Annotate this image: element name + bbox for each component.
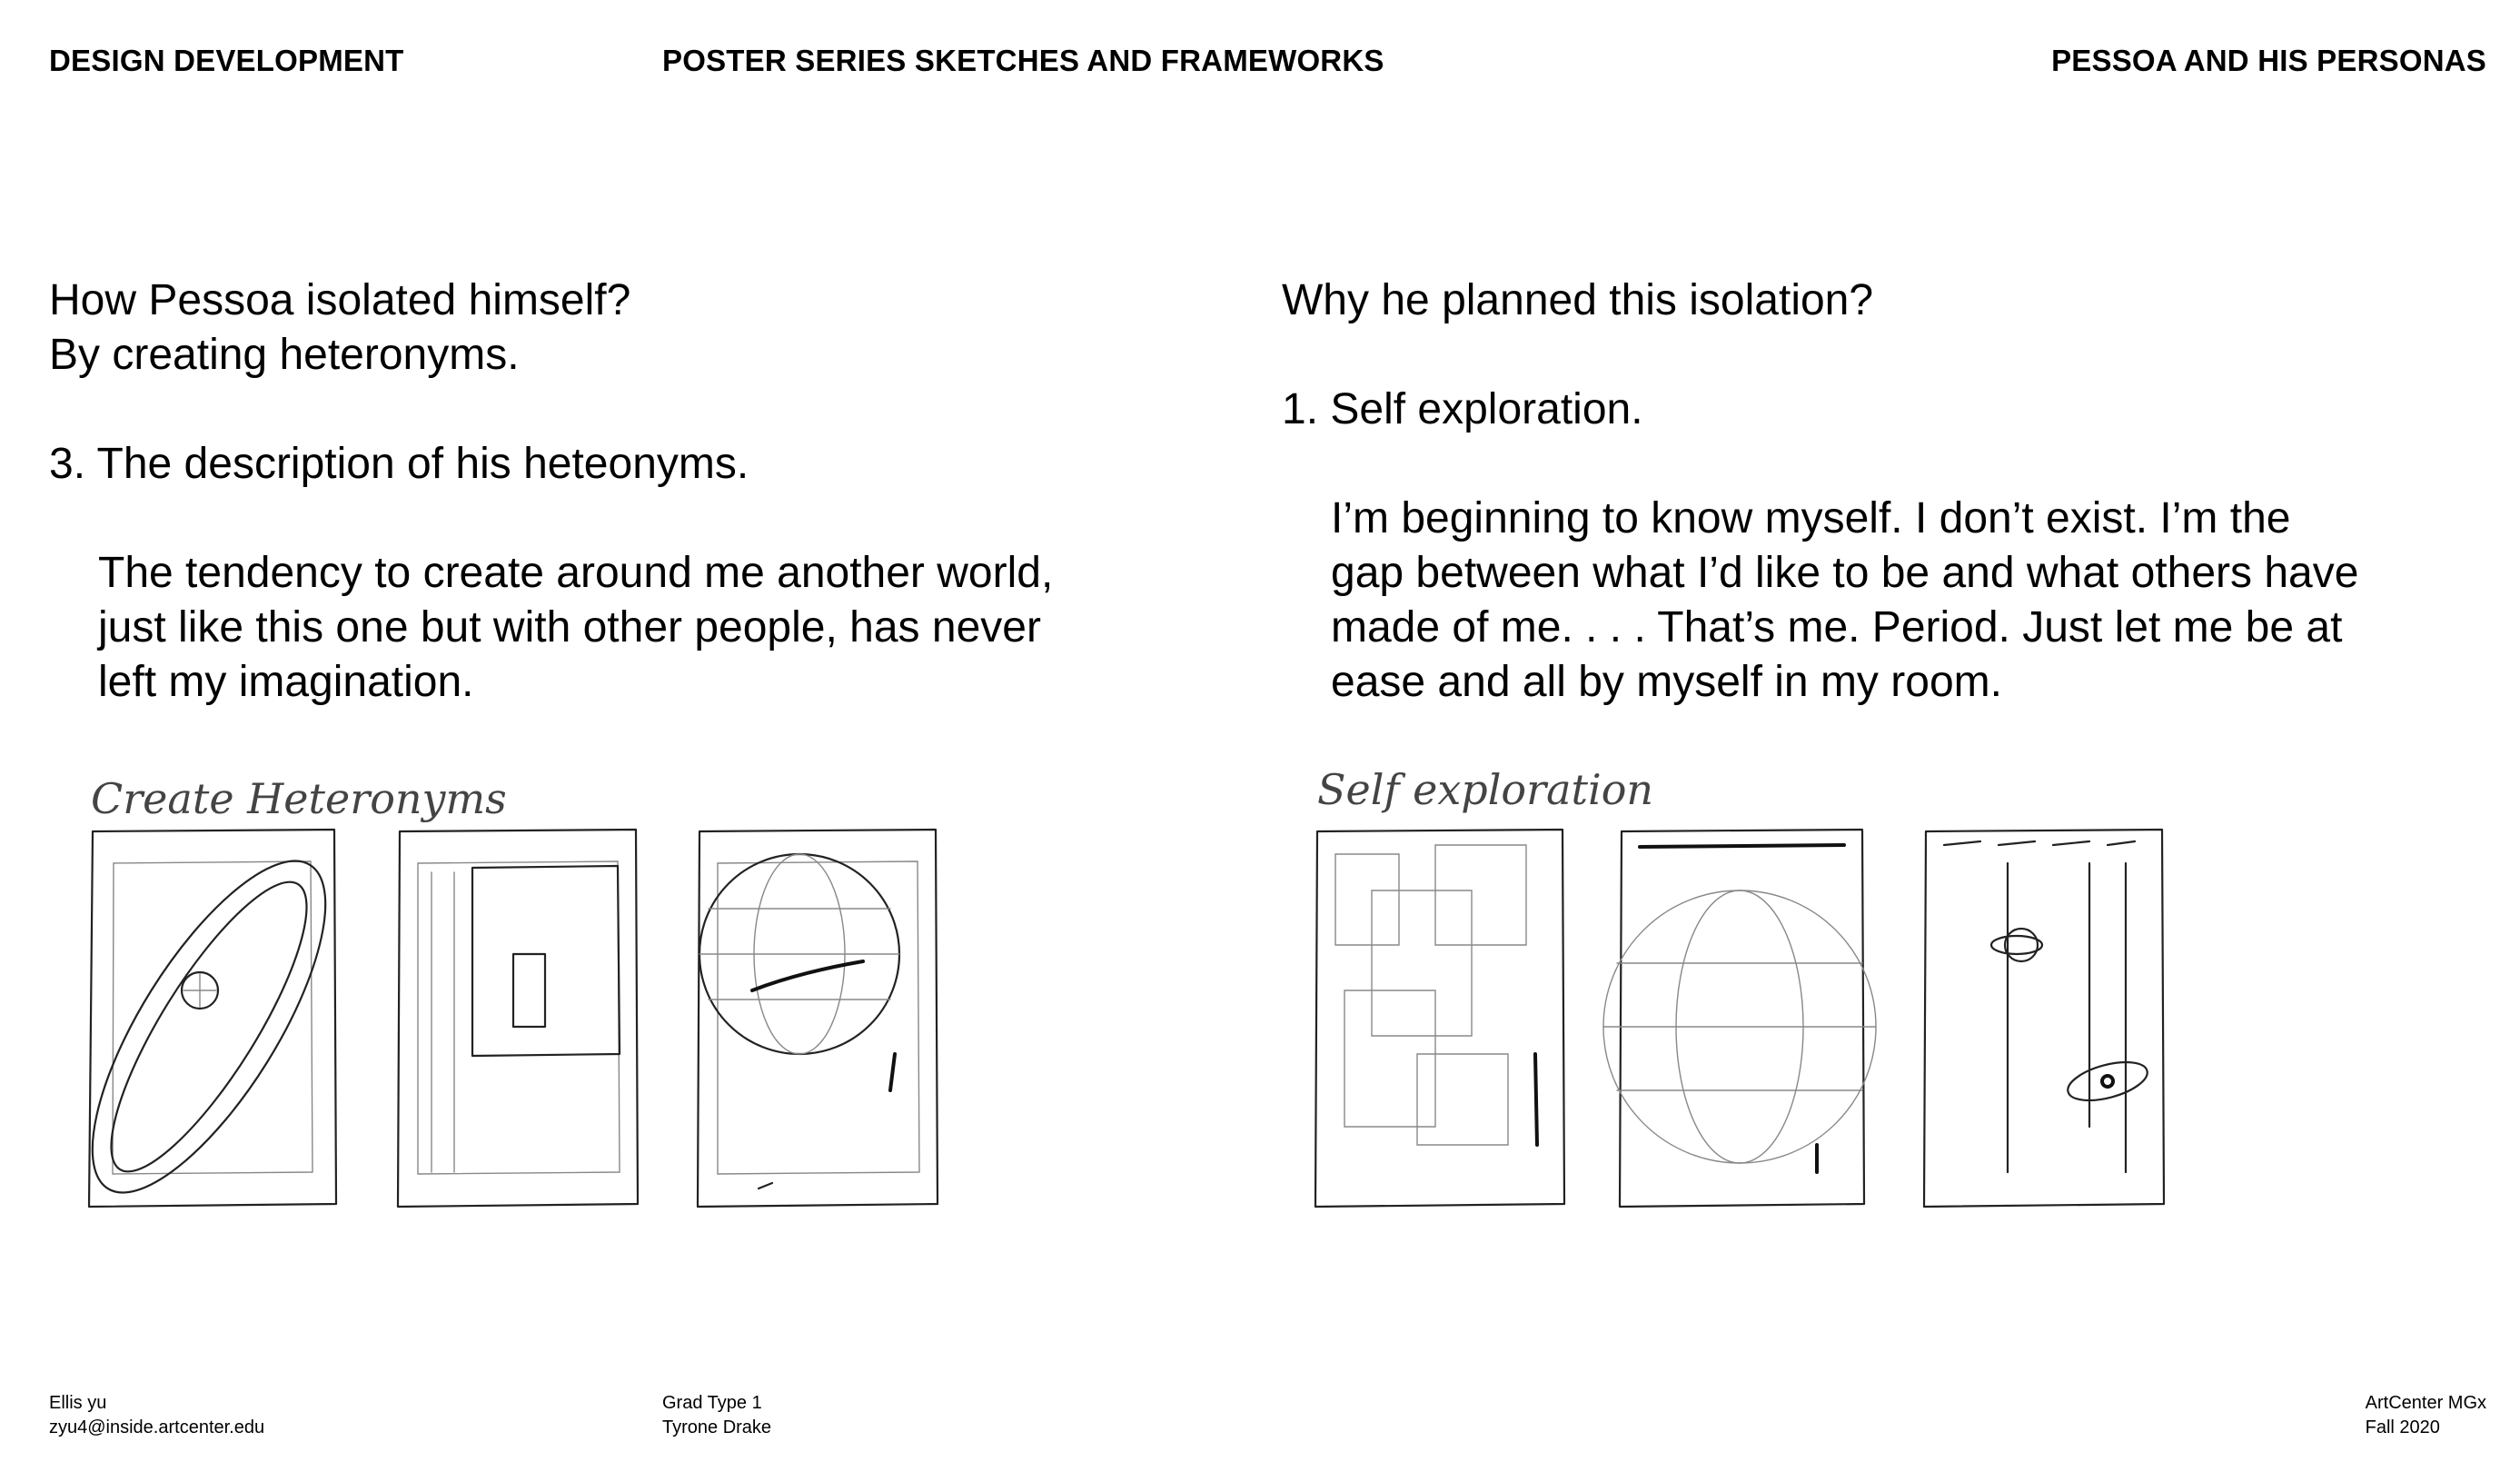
self-exploration-sketches (1290, 763, 2198, 1236)
left-quote-line: just like this one but with other people, has never (98, 603, 1041, 651)
right-quote-line: gap between what I’d like to be and what others have (1331, 549, 2359, 597)
footer-term: Fall 2020 (2365, 1417, 2440, 1437)
left-quote (49, 546, 1212, 710)
footer-author-email: zyu4@inside.artcenter.edu (49, 1417, 265, 1437)
sketch-frame-planets (1924, 830, 2164, 1207)
footer-school-name: ArtCenter MGx (2365, 1393, 2486, 1413)
footer-author-name: Ellis yu (49, 1393, 107, 1413)
footer-school (2366, 1391, 2486, 1440)
right-text-column (1282, 274, 2490, 710)
create-heteronyms-sketches (73, 763, 981, 1236)
right-quote-line: I’m beginning to know myself. I don’t exist. I’m the (1331, 494, 2291, 542)
right-point-heading: 1. Self exploration. (1282, 385, 1643, 433)
left-quote-line: The tendency to create around me another world, (98, 549, 1054, 597)
sketch-frame-bar-globe (1603, 830, 1876, 1207)
sketch-label-create-heteronyms: Create Heteronyms (91, 774, 507, 823)
footer-author (49, 1391, 264, 1440)
footer-course (662, 1391, 771, 1440)
sketch-frame-rectangles (398, 830, 638, 1207)
sketch-frame-ring (73, 829, 368, 1225)
footer-course-name: Grad Type 1 (662, 1393, 762, 1413)
header-project-title: PESSOA AND HIS PERSONAS (2051, 44, 2486, 77)
header-page-title: POSTER SERIES SKETCHES AND FRAMEWORKS (662, 44, 1384, 77)
left-quote-line: left my imagination. (98, 658, 474, 706)
sketch-frame-globe (698, 830, 938, 1207)
sketch-label-self-exploration: Self exploration (1317, 765, 1654, 814)
header-section-title: DESIGN DEVELOPMENT (49, 44, 404, 77)
right-quote (1282, 492, 2490, 710)
footer-instructor: Tyrone Drake (662, 1417, 772, 1437)
left-answer-line: By creating heteronyms. (49, 331, 520, 379)
right-quote-line: ease and all by myself in my room. (1331, 658, 2002, 706)
left-text-column (49, 274, 1212, 710)
right-quote-line: made of me. . . . That’s me. Period. Just let me be at (1331, 603, 2343, 651)
left-question-line: How Pessoa isolated himself? (49, 276, 631, 324)
right-question-line: Why he planned this isolation? (1282, 276, 1874, 324)
sketch-frame-overlapping-blocks (1315, 830, 1564, 1207)
left-point-heading: 3. The description of his heteonyms. (49, 440, 749, 488)
